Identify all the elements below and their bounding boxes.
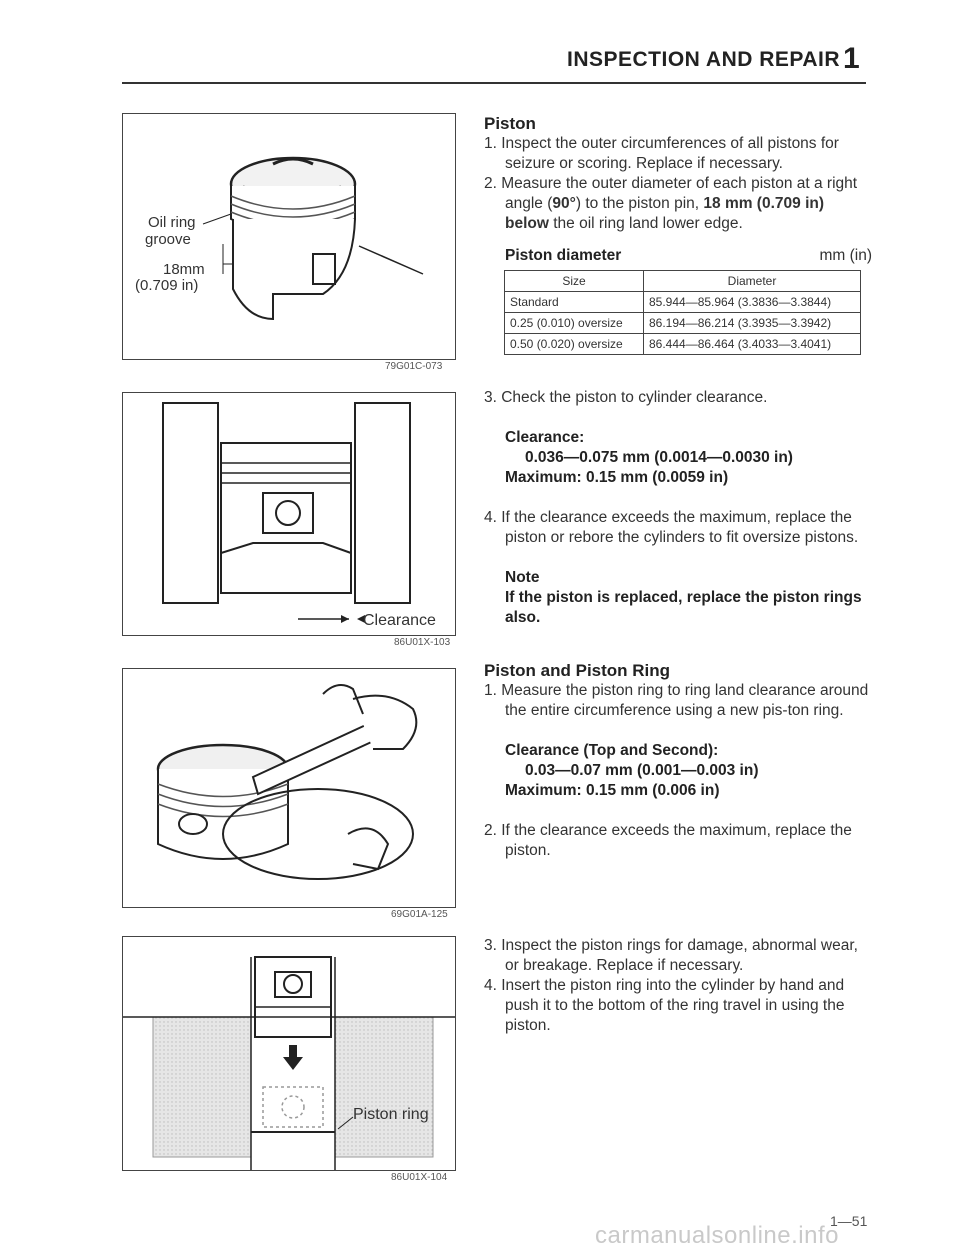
chapter-number: 1: [843, 42, 860, 75]
piston-diameter-heading-row: [484, 246, 872, 266]
table-row: [505, 292, 861, 313]
piston-diameter-table: [504, 270, 861, 355]
piston-ring-section: [484, 661, 870, 861]
dim-in-label: (0.709 in): [135, 277, 199, 294]
table-cell: 86.194—86.214 (3.3935—3.3942): [644, 313, 861, 334]
piston-step-4: 4. If the clearance exceeds the maximum, replace the piston or rebore the cylinders to fit oversize pistons.: [484, 509, 859, 546]
figure-caption: 86U01X-103: [394, 637, 451, 648]
table-cell: 0.50 (0.020) oversize: [505, 334, 644, 355]
piston-section: [484, 114, 870, 234]
piston-step-3: 3. Check the piston to cylinder clearance.: [484, 389, 768, 406]
ring-land-illustration: [123, 669, 455, 907]
table-row: [505, 334, 861, 355]
ring-step-1: 1. Measure the piston ring to ring land clearance around the entire circumference using a new pis-ton ring.: [484, 682, 869, 719]
piston-diameter-unit: mm (in): [819, 247, 872, 264]
figure-caption: 79G01C-073: [385, 361, 443, 372]
clearance-label: Clearance:: [505, 429, 585, 446]
clearance-value: 0.036—0.075 mm (0.0014—0.0030 in): [525, 449, 793, 466]
ring-clearance-max: Maximum: 0.15 mm (0.006 in): [505, 782, 720, 799]
figure-caption: 86U01X-104: [391, 1172, 448, 1183]
table-row: [505, 313, 861, 334]
groove-label: groove: [145, 231, 191, 248]
table-header-row: [505, 271, 861, 292]
table-cell: 0.25 (0.010) oversize: [505, 313, 644, 334]
watermark: carmanualsonline.info: [595, 1222, 839, 1249]
table-header: Size: [505, 271, 644, 292]
table-cell: 85.944—85.964 (3.3836—3.3844): [644, 292, 861, 313]
ring-clearance-label: Clearance (Top and Second):: [505, 742, 719, 759]
header-rule: [122, 82, 866, 84]
ring-step-2: 2. If the clearance exceeds the maximum, replace the piston.: [484, 822, 852, 859]
ring-insertion-illustration: [123, 937, 455, 1170]
figure-ring-insertion: [122, 936, 456, 1171]
piston-diameter-heading: Piston diameter: [505, 247, 622, 264]
dim-mm-label: 18mm: [163, 261, 205, 278]
clearance-illustration: [123, 393, 455, 635]
note-text: If the piston is replaced, replace the piston rings also.: [505, 589, 862, 626]
piston-diameter-illustration: [123, 114, 455, 359]
figure-caption: 69G01A-125: [391, 909, 448, 920]
oil-ring-label: Oil ring: [148, 214, 196, 231]
table-cell: Standard: [505, 292, 644, 313]
ring-step-4: 4. Insert the piston ring into the cylinder by hand and push it to the bottom of the ring travel in using the piston.: [484, 977, 845, 1034]
page-number: 1—51: [830, 1213, 868, 1229]
figure-piston-diameter: [122, 113, 456, 360]
piston-step-2: 2. Measure the outer diameter of each piston at a right angle (90°) to the piston pin, 18 mm (0.709 in) below the oil ring land lower edge.: [484, 175, 858, 232]
piston-ring-label: Piston ring: [353, 1106, 429, 1123]
table-cell: 86.444—86.464 (3.4033—3.4041): [644, 334, 861, 355]
piston-ring-heading: Piston and Piston Ring: [484, 661, 671, 680]
piston-heading: Piston: [484, 114, 536, 133]
clearance-max: Maximum: 0.15 mm (0.0059 in): [505, 469, 729, 486]
figure-clearance: [122, 392, 456, 636]
piston-step-1: 1. Inspect the outer circumferences of all pistons for seizure or scoring. Replace if necessary.: [484, 135, 839, 172]
note-heading: Note: [505, 569, 540, 586]
table-header: Diameter: [644, 271, 861, 292]
piston-clearance-section: [484, 388, 870, 628]
figure-ring-land: [122, 668, 456, 908]
ring-step-3: 3. Inspect the piston rings for damage, abnormal wear, or breakage. Replace if necessary.: [484, 937, 858, 974]
section-title: INSPECTION AND REPAIR: [567, 48, 841, 71]
ring-clearance-value: 0.03—0.07 mm (0.001—0.003 in): [525, 762, 759, 779]
clearance-label: Clearance: [363, 612, 436, 629]
ring-inspection-section: [484, 936, 870, 1036]
